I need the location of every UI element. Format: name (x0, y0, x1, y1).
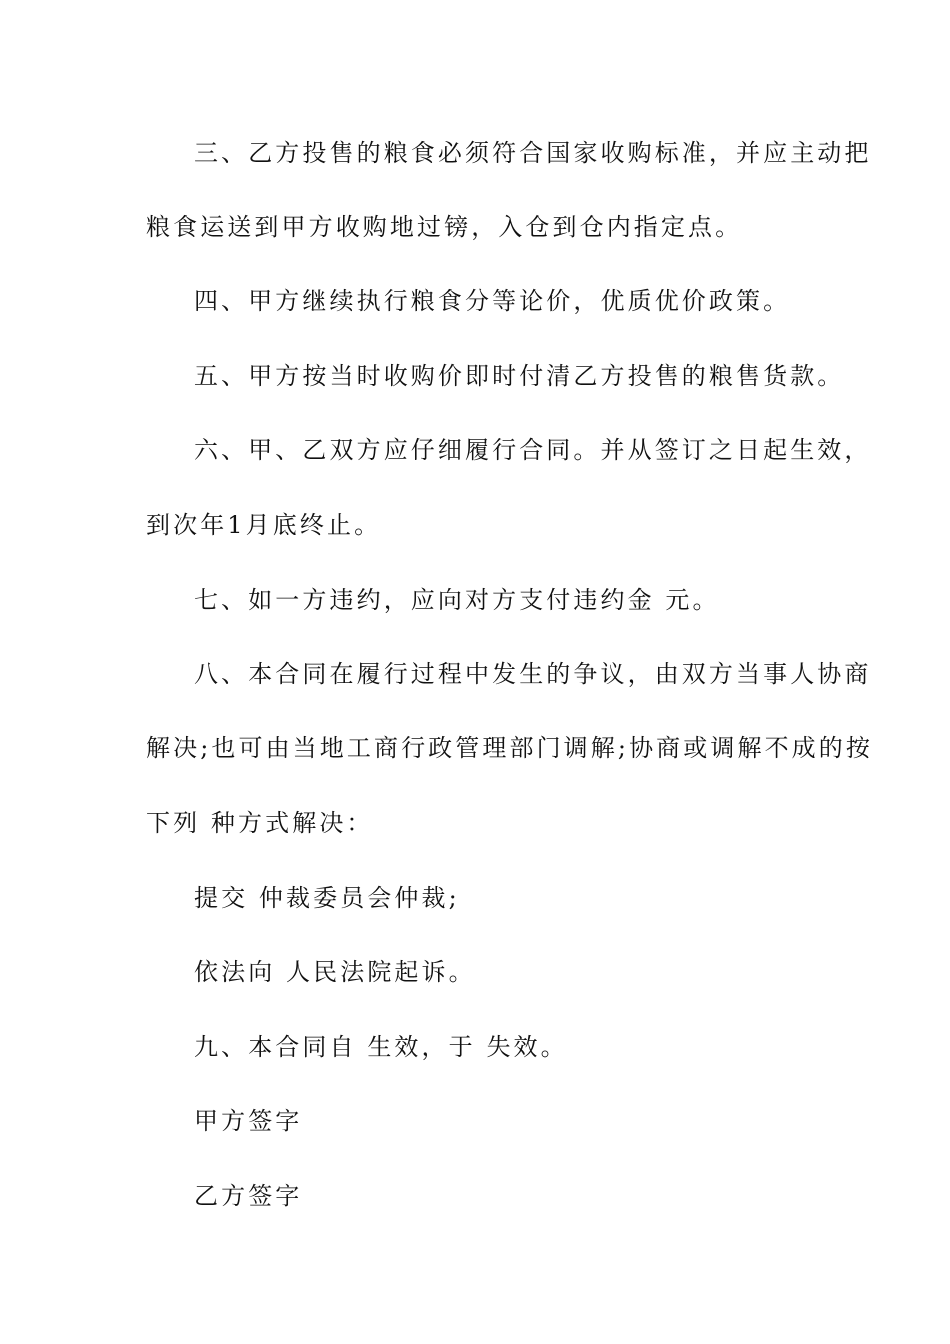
clause-9: 九、本合同自 生效，于 失效。 (194, 1033, 568, 1061)
litigation-option: 依法向 人民法院起诉。 (194, 958, 476, 986)
clause-6-line-2: 到次年1月底终止。 (146, 511, 382, 539)
clause-3-line-2: 粮食运送到甲方收购地过镑，入仓到仓内指定点。 (146, 213, 743, 241)
party-b-signature-label: 乙方签字 (194, 1182, 303, 1210)
clause-8-line-3: 下列 种方式解决： (146, 809, 374, 837)
clause-5: 五、甲方按当时收购价即时付清乙方投售的粮售货款。 (194, 362, 845, 390)
clause-3-line-1: 三、乙方投售的粮食必须符合国家收购标准，并应主动把 (194, 139, 872, 167)
clause-7: 七、如一方违约，应向对方支付违约金 元。 (194, 586, 720, 614)
clause-8-line-1: 八、本合同在履行过程中发生的争议，由双方当事人协商 (194, 660, 872, 688)
clause-4: 四、甲方继续执行粮食分等论价，优质优价政策。 (194, 287, 791, 315)
clause-6-line-1: 六、甲、乙双方应仔细履行合同。并从签订之日起生效， (194, 436, 872, 464)
party-a-signature-label: 甲方签字 (194, 1107, 303, 1135)
arbitration-option: 提交 仲裁委员会仲裁; (194, 884, 460, 912)
clause-8-line-2: 解决;也可由当地工商行政管理部门调解;协商或调解不成的按 (146, 734, 873, 762)
